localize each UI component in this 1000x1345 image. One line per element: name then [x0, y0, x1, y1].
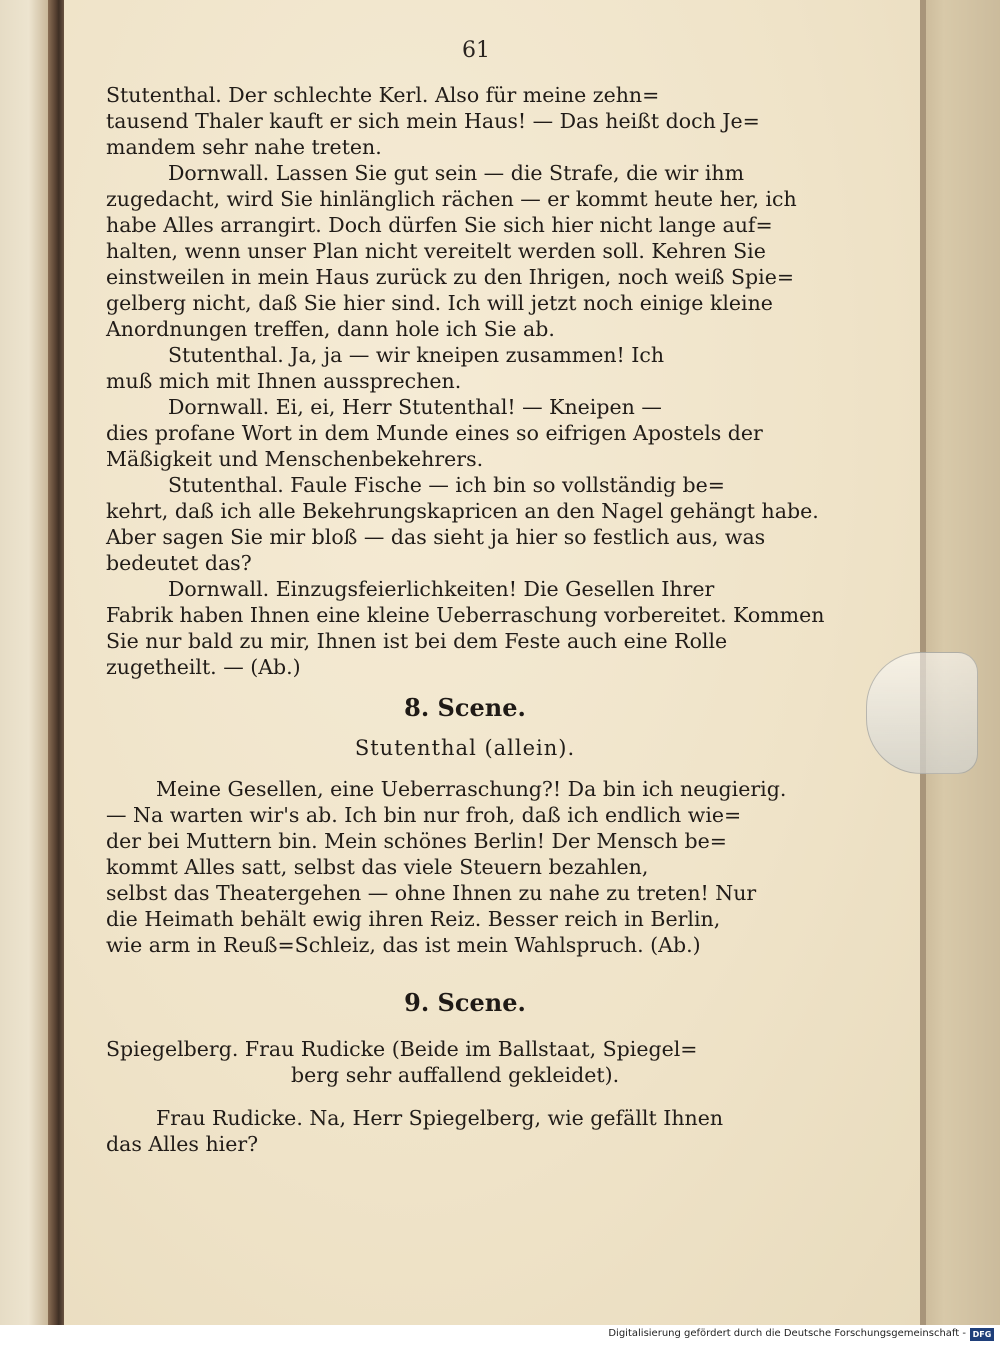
text-line: Stutenthal. Ja, ja — wir kneipen zusammen! Ich	[168, 343, 665, 367]
text-line: halten, wenn unser Plan nicht vereitelt werden soll. Kehren Sie	[106, 239, 766, 263]
scene-8-heading: 8. Scene.	[404, 693, 526, 722]
text-line: Stutenthal. Der schlechte Kerl. Also für meine zehn=	[106, 83, 660, 107]
text-line: Meine Gesellen, eine Ueberraschung?! Da bin ich neugierig.	[156, 777, 787, 801]
text-line: kehrt, daß ich alle Bekehrungskapricen an den Nagel gehängt habe.	[106, 499, 819, 523]
text-line: tausend Thaler kauft er sich mein Haus! — Das heißt doch Je=	[106, 109, 760, 133]
text-line: Sie nur bald zu mir, Ihnen ist bei dem Feste auch eine Rolle	[106, 629, 728, 653]
text-line: der bei Muttern bin. Mein schönes Berlin! Der Mensch be=	[106, 829, 727, 853]
scene-8-monologue	[106, 776, 826, 958]
funding-notice: Digitalisierung gefördert durch die Deutsche Forschungsgemeinschaft -	[608, 1328, 966, 1339]
dialogue-block-1	[106, 82, 826, 680]
text-line: Dornwall. Ei, ei, Herr Stutenthal! — Kneipen —	[168, 395, 662, 419]
dfg-logo: DFG	[970, 1328, 994, 1341]
text-line: Mäßigkeit und Menschenbekehrers.	[106, 447, 484, 471]
text-line: zugetheilt. — (Ab.)	[106, 655, 301, 679]
text-line: mandem sehr nahe treten.	[106, 135, 382, 159]
text-line: wie arm in Reuß=Schleiz, das ist mein Wahlspruch. (Ab.)	[106, 933, 701, 957]
text-line: Stutenthal. Faule Fische — ich bin so vollständig be=	[168, 473, 725, 497]
text-line: kommt Alles satt, selbst das viele Steuern bezahlen,	[106, 855, 649, 879]
text-line: Spiegelberg. Frau Rudicke (Beide im Ballstaat, Spiegel=	[106, 1037, 698, 1061]
text-line: Aber sagen Sie mir bloß — das sieht ja hier so festlich aus, was	[106, 525, 766, 549]
text-line: Fabrik haben Ihnen eine kleine Ueberraschung vorbereitet. Kommen	[106, 603, 825, 627]
text-line: muß mich mit Ihnen aussprechen.	[106, 369, 462, 393]
text-line: dies profane Wort in dem Munde eines so eifrigen Apostels der	[106, 421, 763, 445]
text-line: Frau Rudicke. Na, Herr Spiegelberg, wie gefällt Ihnen	[156, 1106, 724, 1130]
scene-9-dialogue	[106, 1105, 826, 1157]
text-line: Anordnungen treffen, dann hole ich Sie ab.	[106, 317, 555, 341]
text-line: berg sehr auffallend gekleidet).	[291, 1063, 620, 1087]
text-line: Dornwall. Einzugsfeierlichkeiten! Die Gesellen Ihrer	[168, 577, 715, 601]
text-line: bedeutet das?	[106, 551, 252, 575]
text-line: das Alles hier?	[106, 1132, 259, 1156]
text-line: zugedacht, wird Sie hinlänglich rächen — er kommt heute her, ich	[106, 187, 797, 211]
digitization-footer	[0, 1325, 1000, 1345]
text-line: selbst das Theatergehen — ohne Ihnen zu nahe zu treten! Nur	[106, 881, 757, 905]
scene-9-stage-direction	[106, 1036, 826, 1088]
page-number: 61	[462, 38, 490, 63]
text-line: einstweilen in mein Haus zurück zu den Ihrigen, noch weiß Spie=	[106, 265, 795, 289]
text-line: habe Alles arrangirt. Doch dürfen Sie sich hier nicht lange auf=	[106, 213, 773, 237]
text-line: gelberg nicht, daß Sie hier sind. Ich will jetzt noch einige kleine	[106, 291, 773, 315]
scene-9-heading: 9. Scene.	[404, 988, 526, 1017]
scene-8-stage-direction: Stutenthal (allein).	[354, 736, 576, 760]
facing-page-edge	[0, 0, 48, 1325]
text-line: Dornwall. Lassen Sie gut sein — die Strafe, die wir ihm	[168, 161, 745, 185]
text-line: die Heimath behält ewig ihren Reiz. Besser reich in Berlin,	[106, 907, 721, 931]
text-line: — Na warten wir's ab. Ich bin nur froh, daß ich endlich wie=	[106, 803, 742, 827]
